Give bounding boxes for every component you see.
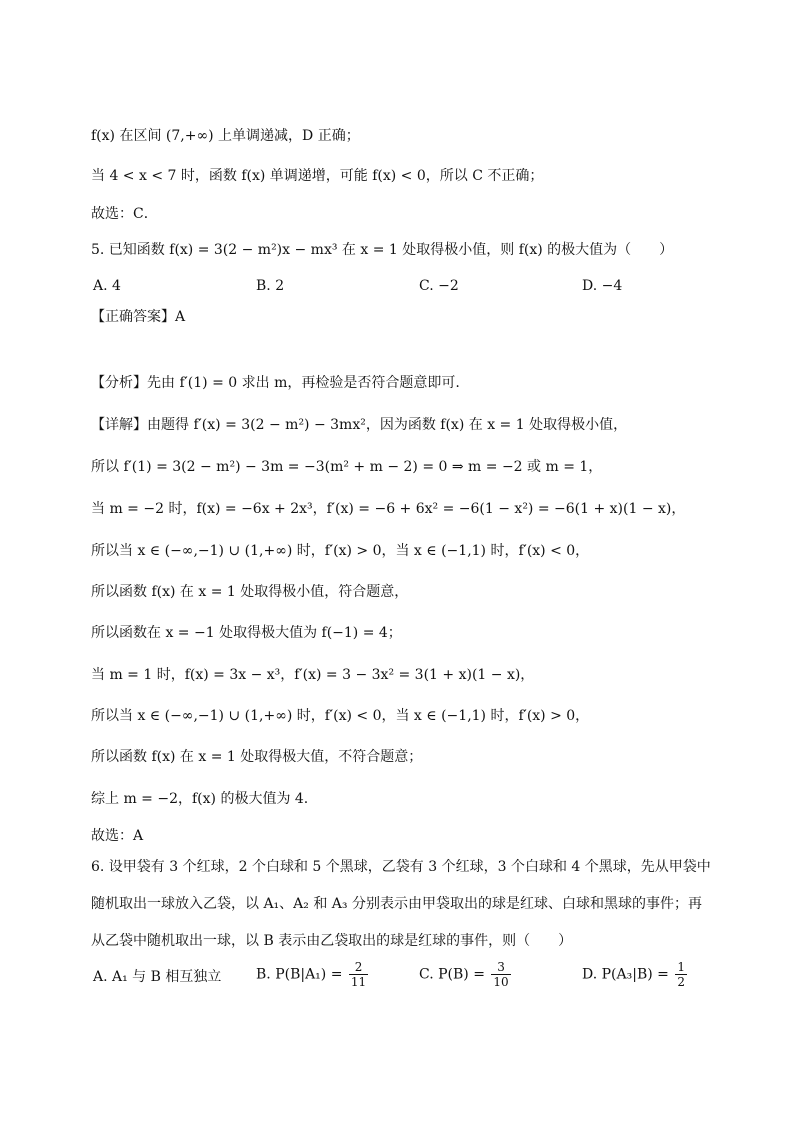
q5-option-a: A. 4 [93, 278, 121, 294]
q5-step: 所以当 x ∈ (−∞,−1) ∪ (1,+∞) 时，f′(x) > 0，当 x ∈ (−1,1) 时，f′(x) < 0， [91, 543, 590, 559]
q5-correct-answer: 【正确答案】A [91, 309, 186, 325]
prev-answer: 故选：C． [91, 206, 158, 222]
q5-detail: 【详解】由题得 f′(x) = 3(2 − m²) − 3mx²，因为函数 f(x) 在 x = 1 处取得极小值， [91, 417, 628, 433]
q6-option-b [256, 960, 368, 989]
q6-stem-line-1: 6. 设甲袋有 3 个红球，2 个白球和 5 个黑球，乙袋有 3 个红球，3 个白球和 4 个黑球，先从甲袋中 [91, 859, 711, 875]
q6-option-b-prefix: B. P(B|A₁) = [256, 966, 343, 983]
prev-line-1: f(x) 在区间 (7,+∞) 上单调递减，D 正确； [91, 128, 360, 144]
q5-option-c: C. −2 [419, 278, 459, 294]
q5-option-d: D. −4 [582, 278, 623, 294]
fraction-denominator: 2 [677, 975, 685, 989]
q6-option-c-fraction [491, 960, 510, 989]
q5-stem: 5. 已知函数 f(x) = 3(2 − m²)x − mx³ 在 x = 1 处取得极小值，则 f(x) 的极大值为（ ） [91, 242, 674, 258]
q6-option-d-fraction [675, 960, 687, 989]
q5-step: 当 m = 1 时，f(x) = 3x − x³，f′(x) = 3 − 3x² = 3(1 + x)(1 − x)， [91, 667, 535, 683]
q6-option-c [419, 960, 511, 989]
q5-final-answer: 故选：A [91, 828, 144, 844]
q5-option-b: B. 2 [256, 278, 285, 294]
q6-option-a: A. A₁ 与 B 相互独立 [93, 969, 222, 985]
q6-stem-line-2: 随机取出一球放入乙袋，以 A₁、A₂ 和 A₃ 分别表示由甲袋取出的球是红球、白球和黑球的事件；再 [91, 896, 702, 912]
fraction-numerator: 2 [349, 960, 368, 975]
prev-line-2: 当 4 < x < 7 时，函数 f(x) 单调递增，可能 f(x) < 0，所以 C 不正确； [91, 168, 544, 184]
fraction-numerator: 3 [491, 960, 510, 975]
q6-stem-line-3: 从乙袋中随机取出一球，以 B 表示由乙袋取出的球是红球的事件，则（ ） [91, 933, 573, 949]
q5-step: 当 m = −2 时，f(x) = −6x + 2x³，f′(x) = −6 + 6x² = −6(1 − x²) = −6(1 + x)(1 − x)， [91, 501, 686, 517]
q5-step: 所以函数 f(x) 在 x = 1 处取得极小值，符合题意， [91, 584, 409, 600]
q5-step: 所以函数 f(x) 在 x = 1 处取得极大值，不符合题意； [91, 749, 423, 765]
q5-step: 所以函数在 x = −1 处取得极大值为 f(−1) = 4； [91, 625, 402, 641]
q5-step: 综上 m = −2，f(x) 的极大值为 4. [91, 791, 309, 807]
q6-option-c-prefix: C. P(B) = [419, 966, 485, 983]
fraction-denominator: 11 [350, 975, 367, 989]
q6-option-d [582, 960, 687, 989]
fraction-numerator: 1 [677, 960, 685, 974]
q5-analysis: 【分析】先由 f′(1) = 0 求出 m，再检验是否符合题意即可. [91, 375, 460, 391]
q6-option-d-prefix: D. P(A₃|B) = [582, 966, 669, 983]
fraction-denominator: 10 [493, 975, 509, 989]
q5-step: 所以当 x ∈ (−∞,−1) ∪ (1,+∞) 时，f′(x) < 0，当 x ∈ (−1,1) 时，f′(x) > 0， [91, 708, 590, 724]
q6-option-b-fraction [349, 960, 368, 989]
q5-step: 所以 f′(1) = 3(2 − m²) − 3m = −3(m² + m − 2) = 0 ⇒ m = −2 或 m = 1， [91, 459, 603, 475]
